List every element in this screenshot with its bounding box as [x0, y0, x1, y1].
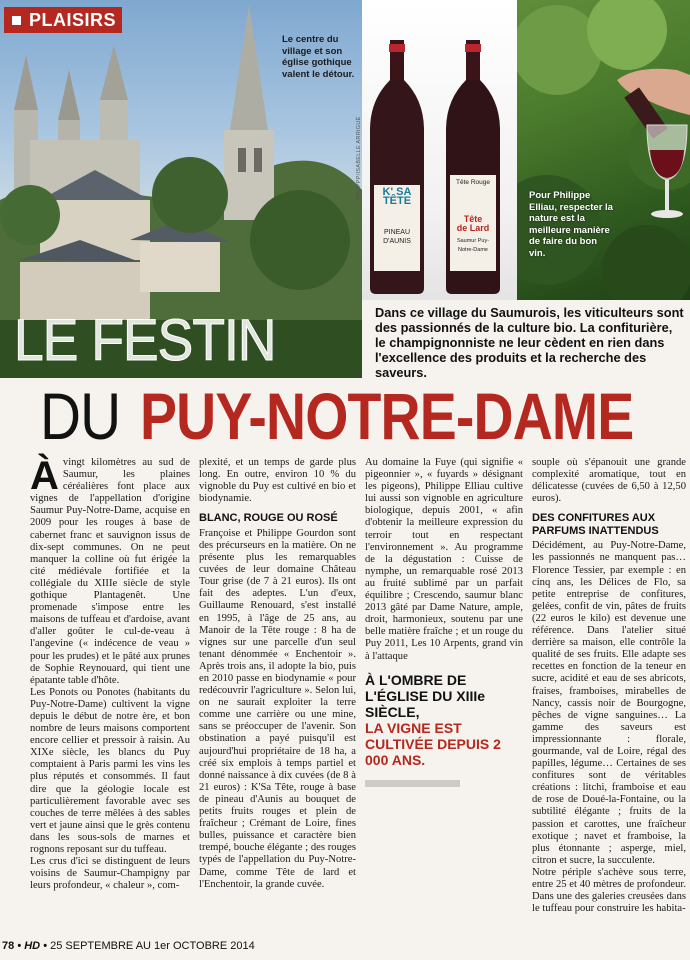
bottle-left-name-1: K' SA — [382, 186, 412, 198]
bottle-right-name-1: Tête — [463, 214, 483, 224]
bottle-right-name-2: de Lard — [456, 223, 490, 233]
wine-bottles-illustration — [362, 0, 517, 300]
article-column-3 — [365, 457, 523, 787]
col1-p3: Les crus d'ici se distinguent de leurs voisins de Saumur-Champigny par leurs profondeur, « chaleur », com- — [30, 856, 190, 892]
article-column-1 — [30, 454, 190, 892]
page-footer: 78 • HD • 25 SEPTEMBRE AU 1er OCTOBRE 2014 — [2, 940, 255, 952]
vineyard-caption: Pour Philippe Elliau, respecter la nature est la meilleure manière de faire du bon vin. — [529, 190, 613, 259]
bottle-label-left — [375, 188, 419, 246]
section-square-icon — [12, 16, 21, 25]
bottle-left-name-2: TÊTE — [382, 195, 412, 207]
bottle-right-brand: Tête Rouge — [456, 179, 490, 186]
title-du: DU — [40, 379, 121, 453]
col4-p3: Notre périple s'achève sous terre, entre 25 et 40 mètres de profondeur. Dans une des galeries creusées dans le tuffeau pour construire les habita- — [532, 866, 686, 915]
dropcap: À — [30, 454, 59, 498]
bottles-photo — [362, 0, 517, 300]
bottle-label-right — [451, 178, 495, 255]
page-number: 78 — [2, 940, 15, 952]
section-label: PLAISIRS — [29, 9, 117, 30]
pull-quote-line-2: LA VIGNE EST CULTIVÉE DEPUIS 2 000 ANS. — [365, 719, 501, 768]
col1-p2: Les Ponots ou Ponotes (habitants du Puy-Notre-Dame) cultivent la vigne depuis le début de notre ère, et bon nombre de leurs maisons comportent encore cellier et pressoir à raisin. Au XIXe siècle, les blancs du Puy comptaient à Paris parmi les vins les plus réputés et consommés. Il faut dire que la géologie locale est particulièrement favorable avec ses couches de terre mêlées à des sables vert et jaune ainsi que le grès contenu dans les sous-sols de marnes et rognons reposant sur du tuffeau. — [30, 686, 190, 855]
col4-p1: souple où s'épanouit une grande complexité aromatique, tout en délicatesse (cuvées de 6,50 à 12,50 euros). — [532, 457, 686, 505]
magazine-name: HD — [24, 940, 41, 952]
col1-p1: vingt kilomètres au sud de Saumur, les plaines céréalières font place aux vignes de l'appellation d'origine Saumur Puy-Notre-Dame, acquise en 2009 pour les rouges à base de cabernet franc et sauvignon issus de dix-sept communes. On ne peut manquer la colline où fut érigée la cité médiévale fortifiée et la collégiale du XIIIe siècle de style gothique Plantagenêt. Une promenade s'impose entre les maisons de tuffeau et d'ardoise, avant d'aller goûter le cul-de-veau à l'angevine (« indécence de veau » pour les prudes) et le pâté aux prunes de Sophie Reynouard, qui tient une épatante table d'hôte. — [30, 457, 190, 686]
title-line-2: PUY-NOTRE-DAME — [140, 379, 634, 453]
article-deck: Dans ce village du Saumurois, les viticulteurs sont des passionnés de la culture bio. La confiturière, le champignonniste ne leur cèdent en rien dans l'excellence des produits et la recherche des saveurs. — [375, 305, 684, 380]
pull-quote — [365, 672, 523, 787]
subhead-blanc-rouge-rose: BLANC, ROUGE OU ROSÉ — [199, 512, 338, 525]
bottle-right-appellation: Saumur Puy-Notre-Dame — [456, 238, 490, 253]
pull-quote-bar — [365, 780, 460, 787]
paragraph — [30, 454, 190, 687]
village-caption: Le centre du village et son église gothique valent le détour. — [282, 34, 355, 80]
bottle-left-variety-1: PINEAU — [383, 229, 411, 236]
issue-date: 25 SEPTEMBRE AU 1er OCTOBRE 2014 — [50, 940, 255, 952]
bottle-left-variety-2: D'AUNIS — [383, 238, 411, 245]
article-column-4 — [532, 457, 686, 915]
subhead-confitures: DES CONFITURES AUX PARFUMS INATTENDUS — [532, 512, 659, 537]
photo-credit: MAXPPP/ISABELLE ARRIGUÉ — [356, 116, 362, 200]
article-column-2 — [199, 457, 356, 891]
title-line-1: LE FESTIN — [14, 308, 276, 373]
col2-p2: Françoise et Philippe Gourdon sont des précurseurs en la matière. On ne présente plus les remarquables cuvées de leur domaine Château Tour grise (de 7 à 21 euros). Ils ont fait des adeptes. L'un d'eux, Guillaume Renouard, s'est installé en 1995, à l'âge de 25 ans, au Manoir de la Tête rouge : 8 ha de vignes sur une parcelle d'un seul tenant dénommée « Enchentoir ». Après trois ans, il adopte la bio, puis en 2010 passe en biodynamie « pour redécouvrir l'agriculture ». Selon lui, on ne saurait exploiter la terre comme une carrière ou une mine, sans se préoccuper de l'avenir. Son obstination a payé puisqu'il est aujourd'hui propriétaire de 18 ha, a créé six emplois à temps partiel et donné naissance à dix cuvées (de 8 à 21 euros) : K'Sa Tête, rouge à base de pineau d'Aunis au bouquet de petits fruits rouges et plein de fraîcheur ; Crémant de Loire, fines bulles, puissance et caractère bien trempé, bouche élégante ; des rouges typés de l'appellation du Puy-Notre-Dame, comme Tête de lard et l'Enchentoir, la grande cuvée. — [199, 527, 356, 890]
col2-p1: plexité, et un temps de garde plus long. En outre, environ 10 % du vignoble du Puy est cultivé en bio et biodynamie. — [199, 457, 356, 505]
section-tag — [4, 7, 122, 33]
col3-p1: Au domaine la Fuye (qui signifie « pigeonnier », « fuyards » désignant les pigeons), Philippe Elliau cultive lui aussi son vignoble en agriculture biologique, depuis 2001, « afin d'obtenir la meilleure expression du terroir tout en respectant l'environnement ». Au programme de la dégustation : Cuisse de nymphe, un remarquable rosé 2013 au fruité sublimé par un parfait équilibre ; Crescendo, saumur blanc 2013 gâté par Dame Nature, ample, droit, harmonieux, soutenu par une belle matière fraîche ; et un rouge du Puy 2011, Les 10 Arpents, grand vin à l'attaque — [365, 457, 523, 662]
pull-quote-line-1: À L'OMBRE DE L'ÉGLISE DU XIIIe SIÈCLE, — [365, 671, 486, 720]
col4-p2: Décidément, au Puy-Notre-Dame, les passionnés ne manquent pas… Florence Tessier, par exemple : en cinq ans, les Délices de Flo, sa petite entreprise de confitures, gelées, confit de vin, pâtes de fruits (22 euros le kilo) est devenue une référence. Dans l'atelier situé derrière sa maison, elle contrôle la qualité de ses fruits. Elle adapte ses recettes en fonction de la teneur en sucre, acidité et eau de ses abricots, fraises, framboises, mirabelles de Nancy, cassis noir de Bourgogne, pêches de vigne sanguines… La gamme des saveurs est impressionnante : florale, gourmande, val de Loire, régal des papilles, légume… Certaines de ses confitures sont de véritables créations : litchi, framboise et eau de rose de Doué-la-Fontaine, ou la subtilité élégante ; fruits de la passion et carottes, une fraîcheur exotique ; navet et framboise, la plus étonnante ; asperge, miel, citron et sucre, la succulente. — [532, 540, 686, 866]
